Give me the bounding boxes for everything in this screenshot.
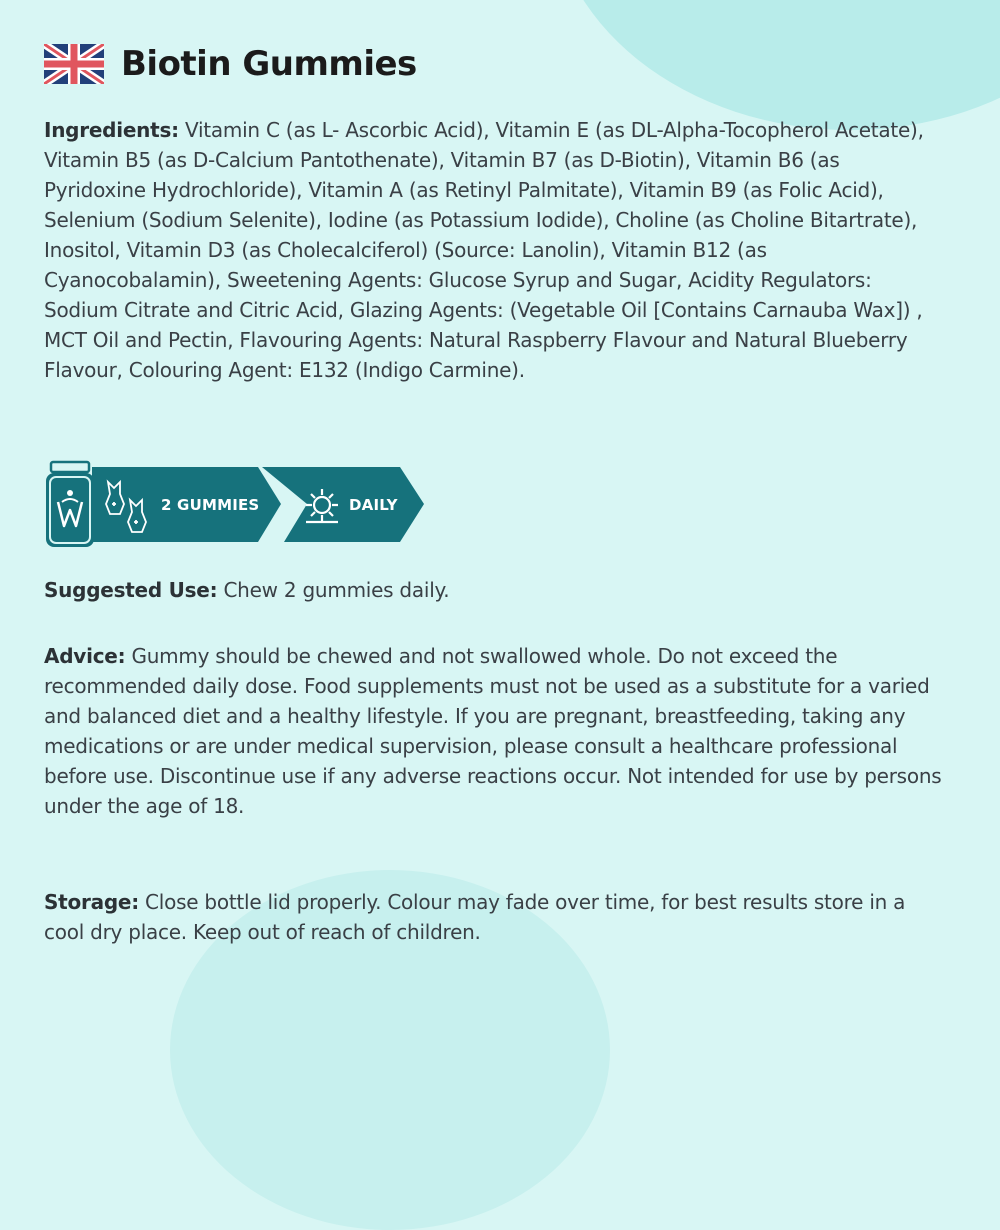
suggested-use-text: Chew 2 gummies daily. bbox=[217, 578, 450, 602]
dosage-amount-label: 2 GUMMIES bbox=[161, 496, 260, 514]
ingredients-label: Ingredients: bbox=[44, 118, 179, 142]
suggested-use-paragraph bbox=[44, 575, 944, 605]
dosage-banner bbox=[44, 460, 434, 550]
suggested-use-label: Suggested Use: bbox=[44, 578, 218, 602]
ingredients-paragraph bbox=[44, 115, 944, 385]
uk-flag-icon bbox=[44, 44, 104, 84]
header bbox=[44, 44, 417, 84]
background-circle-top-right bbox=[550, 0, 1000, 130]
dosage-chevron-frequency bbox=[262, 467, 424, 542]
bottle-icon bbox=[46, 462, 94, 547]
storage-text: Close bottle lid properly. Colour may fade over time, for best results store in a cool dry place. Keep out of reach of children. bbox=[44, 890, 906, 944]
storage-paragraph bbox=[44, 887, 944, 947]
ingredients-text: Vitamin C (as L- Ascorbic Acid), Vitamin E (as DL-Alpha-Tocopherol Acetate), Vitamin B5 (as D-Calcium Pantothenate), Vitamin B7 (as D-Biotin), Vitamin B6 (as Pyridoxine Hydrochloride), Vitamin A (as Retinyl Palmitate), Vitamin B9 (as Folic Acid), Selenium (Sodium Selenite), Iodine (as Potassium Iodide), Choline (as Choline Bitartrate), Inositol, Vitamin D3 (as Cholecalciferol) (Source: Lanolin), Vitamin B12 (as Cyanocobalamin), Sweetening Agents: Glucose Syrup and Sugar, Acidity Regulators: Sodium Citrate and Citric Acid, Glazing Agents: (Vegetable Oil [Contains Carnauba Wax]) , MCT Oil and Pectin, Flavouring Agents: Natural Raspberry Flavour and Natural Blueberry Flavour, Colouring Agent: E132 (Indigo Carmine). bbox=[44, 118, 924, 382]
advice-label: Advice: bbox=[44, 644, 126, 668]
advice-text: Gummy should be chewed and not swallowed whole. Do not exceed the recommended daily dose. Food supplements must not be used as a substitute for a varied and balanced diet and a healthy lifestyle. If you are pregnant, breastfeeding, taking any medications or are under medical supervision, please consult a healthcare professional before use. Discontinue use if any adverse reactions occur. Not intended for use by persons under the age of 18. bbox=[44, 644, 942, 818]
dosage-frequency-label: DAILY bbox=[349, 496, 398, 514]
storage-label: Storage: bbox=[44, 890, 139, 914]
page-title: Biotin Gummies bbox=[121, 44, 417, 84]
advice-paragraph bbox=[44, 641, 944, 821]
